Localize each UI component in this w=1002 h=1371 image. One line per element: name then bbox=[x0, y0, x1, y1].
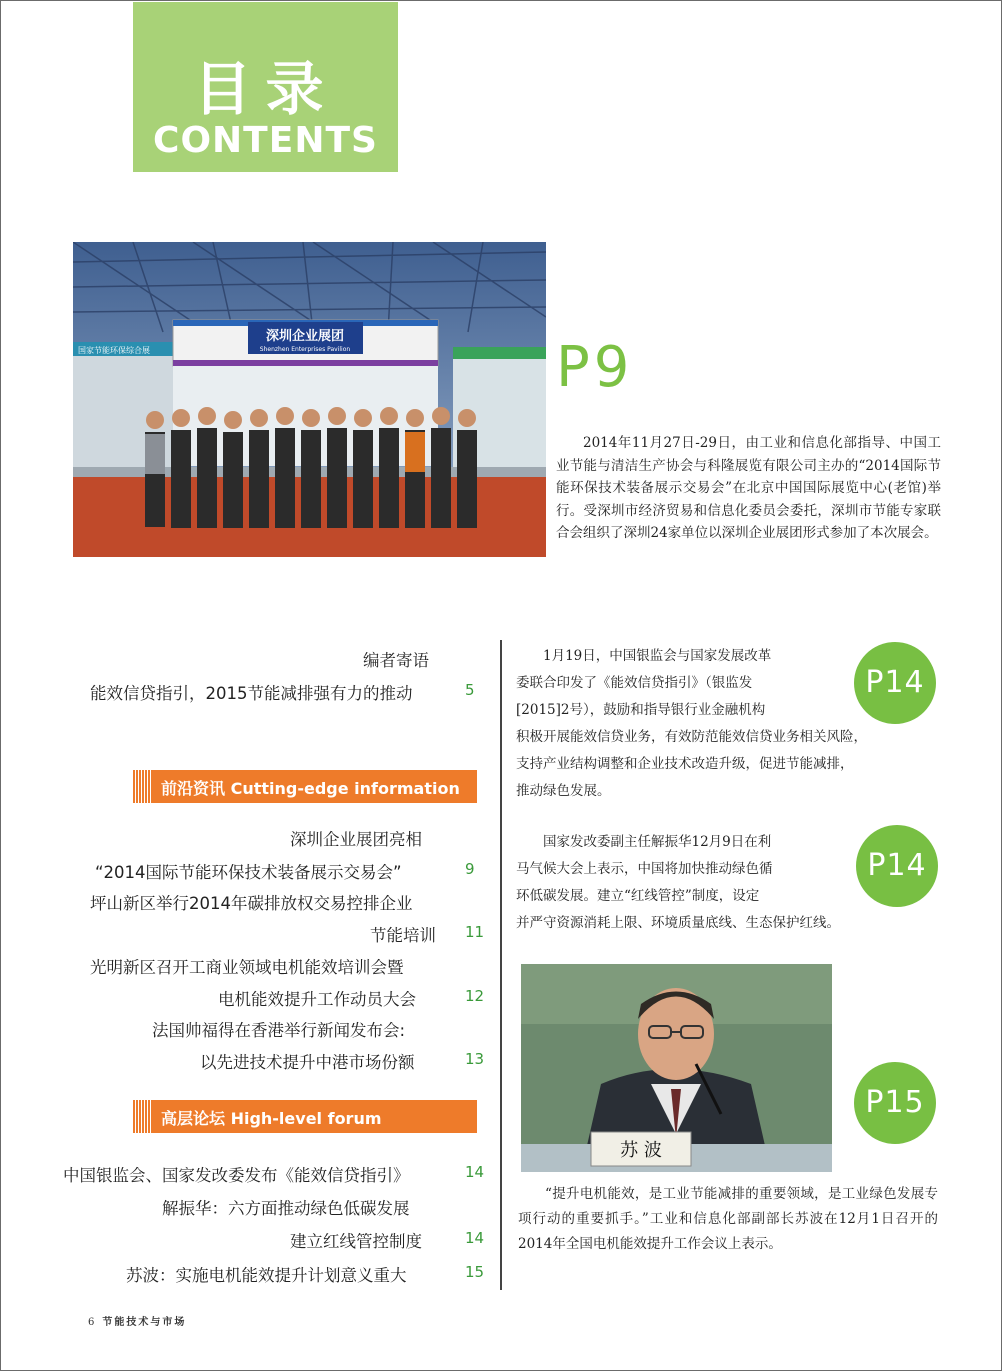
toc-item-editor[interactable]: 能效信贷指引，2015节能减排强有力的推动 bbox=[90, 684, 413, 703]
highlight-text-credit-guideline bbox=[516, 643, 867, 805]
nameplate-text: 苏 波 bbox=[620, 1140, 662, 1161]
section-bar-cutting-edge bbox=[133, 770, 477, 803]
feature-page-label: P9 bbox=[556, 335, 634, 400]
toc-item-line[interactable]: 节能培训 bbox=[370, 926, 436, 945]
booth-banner-en: Shenzhen Enterprises Pavilion bbox=[259, 346, 351, 353]
exhibition-photo-illustration bbox=[73, 242, 546, 557]
exhibition-photo bbox=[73, 242, 546, 557]
contents-header bbox=[133, 2, 398, 172]
toc-page-number: 11 bbox=[465, 923, 485, 941]
toc-item-line[interactable]: 电机能效提升工作动员大会 bbox=[218, 990, 416, 1009]
editor-heading: 编者寄语 bbox=[363, 651, 429, 670]
page-label-circle: P15 bbox=[854, 1062, 936, 1144]
toc-page-number: 14 bbox=[465, 1229, 485, 1247]
section-label: 高层论坛 High-level forum bbox=[161, 1109, 382, 1128]
text-line: 支持产业结构调整和企业技术改造升级，促进节能减排， bbox=[516, 756, 854, 772]
section-bar-high-level-forum bbox=[133, 1100, 477, 1133]
toc-item-line[interactable]: “2014国际节能环保技术装备展示交易会” bbox=[95, 863, 402, 882]
toc-item-line[interactable]: 光明新区召开工商业领域电机能效培训会暨 bbox=[90, 958, 404, 977]
highlight-text-red-line bbox=[516, 829, 840, 937]
toc-page-number: 14 bbox=[465, 1163, 485, 1181]
toc-page-number: 5 bbox=[465, 681, 475, 699]
section-bar-stripes bbox=[133, 770, 151, 803]
toc-item-line[interactable]: 苏波：实施电机能效提升计划意义重大 bbox=[126, 1266, 407, 1285]
text-line: 推动绿色发展。 bbox=[516, 783, 611, 799]
toc-page-number: 13 bbox=[465, 1050, 485, 1068]
section-label: 前沿资讯 Cutting-edge information bbox=[161, 779, 460, 798]
toc-item-line[interactable]: 以先进技术提升中港市场份额 bbox=[200, 1053, 415, 1072]
speaker-photo-illustration bbox=[521, 964, 832, 1172]
feature-summary: 2014年11月27日-29日，由工业和信息化部指导、中国工业节能与清洁生产协会与科隆展览有限公司主办的“2014国际节能环保技术装备展示交易会”在北京中国国际展览中心(老馆)举行。受深圳市经济贸易和信息化委员会委托，深圳市节能专家联合会组织了深圳24家单位以深圳企业展团形式参加了本次展会。 bbox=[556, 435, 941, 541]
speaker-photo bbox=[521, 964, 832, 1172]
page-footer bbox=[88, 1313, 186, 1328]
text-line: 国家发改委副主任解振华12月9日在利 bbox=[543, 834, 772, 850]
magazine-name: 节能技术与市场 bbox=[102, 1317, 187, 1328]
page-label-circle: P14 bbox=[854, 642, 936, 724]
toc-item-line[interactable]: 中国银监会、国家发改委发布《能效信贷指引》 bbox=[63, 1166, 410, 1185]
toc-item-line[interactable]: 解振华：六方面推动绿色低碳发展 bbox=[162, 1199, 410, 1218]
column-divider bbox=[500, 640, 502, 1290]
toc-item-line[interactable]: 深圳企业展团亮相 bbox=[290, 830, 422, 849]
text-line: 委联合印发了《能效信贷指引》（银监发 bbox=[516, 675, 753, 691]
text-line: 并严守资源消耗上限、环境质量底线、生态保护红线。 bbox=[516, 915, 840, 931]
text-line: 积极开展能效信贷业务，有效防范能效信贷业务相关风险， bbox=[516, 729, 867, 745]
toc-item-line[interactable]: 法国帅福得在香港举行新闻发布会: bbox=[152, 1021, 406, 1040]
text-line: [2015]2号），鼓励和指导银行业金融机构 bbox=[516, 702, 766, 718]
booth-banner-cn: 深圳企业展团 bbox=[265, 329, 345, 344]
page-label-circle: P14 bbox=[856, 825, 938, 907]
toc-page-number: 12 bbox=[465, 987, 485, 1005]
text-line: 马气候大会上表示，中国将加快推动绿色循 bbox=[516, 861, 773, 877]
title-chinese: 目录 bbox=[193, 55, 338, 123]
highlight-quote: “提升电机能效，是工业节能减排的重要领域，是工业绿色发展专项行动的重要抓手。”工业和信息化部副部长苏波在12月1日召开的2014年全国电机能效提升工作会议上表示。 bbox=[518, 1186, 938, 1252]
side-booth-sign: 国家节能环保综合展 bbox=[78, 346, 150, 355]
page-number: 6 bbox=[88, 1317, 95, 1328]
title-english: CONTENTS bbox=[153, 120, 378, 161]
section-bar-stripes bbox=[133, 1100, 151, 1133]
text-line: 1月19日，中国银监会与国家发展改革 bbox=[543, 648, 772, 664]
toc-page-number: 9 bbox=[465, 860, 475, 878]
toc-page-number: 15 bbox=[465, 1263, 485, 1281]
toc-item-line[interactable]: 坪山新区举行2014年碳排放权交易控排企业 bbox=[90, 894, 413, 913]
text-line: 环低碳发展。建立“红线管控”制度，设定 bbox=[516, 888, 760, 904]
toc-item-line[interactable]: 建立红线管控制度 bbox=[290, 1232, 422, 1251]
